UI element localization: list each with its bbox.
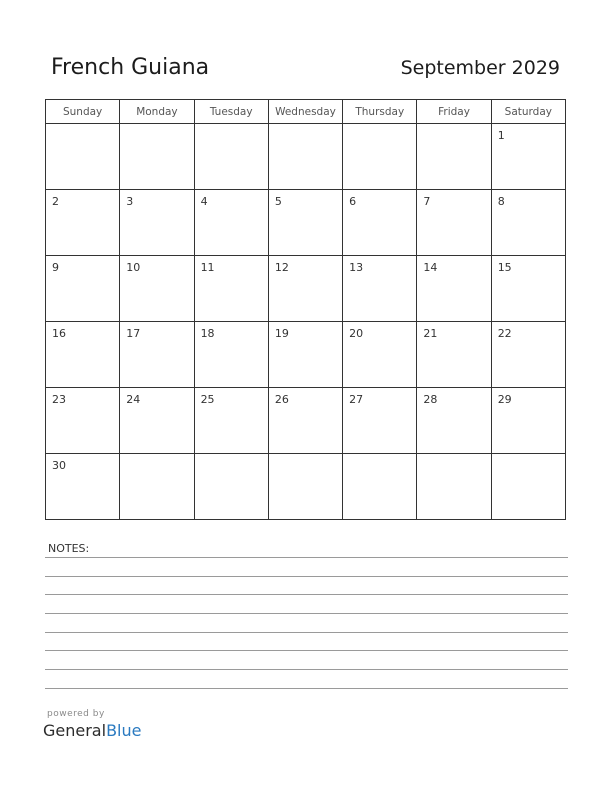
day-number: 6 [349,195,357,208]
notes-label: NOTES: [48,542,90,555]
day-number: 28 [423,393,438,406]
day-cell-15 [491,256,565,322]
note-line [45,594,568,595]
day-cell-21 [417,322,491,388]
weekday-header-row [46,100,566,124]
empty-day-cell [194,124,268,190]
empty-day-cell [268,454,342,520]
day-number: 8 [497,195,505,208]
day-number: 5 [274,195,282,208]
calendar-body [46,124,566,520]
day-cell-28 [417,388,491,454]
country-title: French Guiana [51,55,210,80]
day-number: 3 [126,195,134,208]
day-number: 29 [497,393,512,406]
empty-day-cell [120,454,194,520]
weekday-monday: Monday [120,100,194,124]
day-number: 24 [126,393,141,406]
day-cell-5 [268,190,342,256]
day-number: 19 [274,327,289,340]
note-line [45,576,568,577]
day-number: 23 [52,393,66,406]
empty-day-cell [343,124,417,190]
day-cell-1 [491,124,565,190]
day-cell-4 [194,190,268,256]
weekday-sunday: Sunday [46,100,120,124]
day-number: 4 [200,195,208,208]
empty-day-cell [417,454,491,520]
day-cell-22 [491,322,565,388]
day-cell-20 [343,322,417,388]
powered-by-text: powered by [47,709,105,719]
day-number: 25 [200,393,215,406]
week-row [46,388,566,454]
brand-general: General [43,721,107,740]
day-number: 18 [200,327,215,340]
empty-day-cell [491,454,565,520]
day-number: 7 [423,195,431,208]
day-number: 15 [497,261,512,274]
week-row [46,454,566,520]
day-cell-23 [46,388,120,454]
brand-blue: Blue [106,721,142,740]
day-cell-7 [417,190,491,256]
day-number: 1 [497,129,505,142]
day-number: 26 [274,393,289,406]
note-line [45,650,568,651]
empty-day-cell [268,124,342,190]
day-number: 14 [423,261,438,274]
calendar-grid [45,99,566,520]
weekday-tuesday: Tuesday [194,100,268,124]
day-cell-10 [120,256,194,322]
day-cell-19 [268,322,342,388]
day-number: 21 [423,327,438,340]
day-number: 22 [497,327,512,340]
day-cell-11 [194,256,268,322]
day-number: 2 [52,195,59,208]
week-row [46,190,566,256]
day-number: 27 [349,393,364,406]
day-number: 17 [126,327,141,340]
day-cell-2 [46,190,120,256]
day-cell-18 [194,322,268,388]
month-year-title: September 2029 [400,57,560,79]
week-row [46,256,566,322]
weekday-thursday: Thursday [343,100,417,124]
weekday-saturday: Saturday [491,100,565,124]
week-row [46,124,566,190]
day-number: 20 [349,327,364,340]
day-number: 12 [274,261,289,274]
day-number: 10 [126,261,141,274]
day-cell-12 [268,256,342,322]
generalblue-logo[interactable] [43,721,141,740]
day-cell-30 [46,454,120,520]
day-cell-16 [46,322,120,388]
day-cell-27 [343,388,417,454]
weekday-wednesday: Wednesday [268,100,342,124]
day-cell-9 [46,256,120,322]
day-cell-24 [120,388,194,454]
empty-day-cell [417,124,491,190]
note-line [45,557,568,558]
day-number: 16 [52,327,66,340]
day-cell-25 [194,388,268,454]
note-line [45,632,568,633]
weekday-friday: Friday [417,100,491,124]
week-row [46,322,566,388]
day-cell-29 [491,388,565,454]
day-number: 11 [200,261,215,274]
day-cell-13 [343,256,417,322]
day-number: 9 [52,261,59,274]
day-cell-3 [120,190,194,256]
note-line [45,613,568,614]
empty-day-cell [120,124,194,190]
note-line [45,669,568,670]
empty-day-cell [46,124,120,190]
day-cell-6 [343,190,417,256]
day-number: 30 [52,459,66,472]
day-cell-8 [491,190,565,256]
empty-day-cell [194,454,268,520]
day-number: 13 [349,261,364,274]
day-cell-26 [268,388,342,454]
empty-day-cell [343,454,417,520]
day-cell-17 [120,322,194,388]
note-line [45,688,568,689]
day-cell-14 [417,256,491,322]
